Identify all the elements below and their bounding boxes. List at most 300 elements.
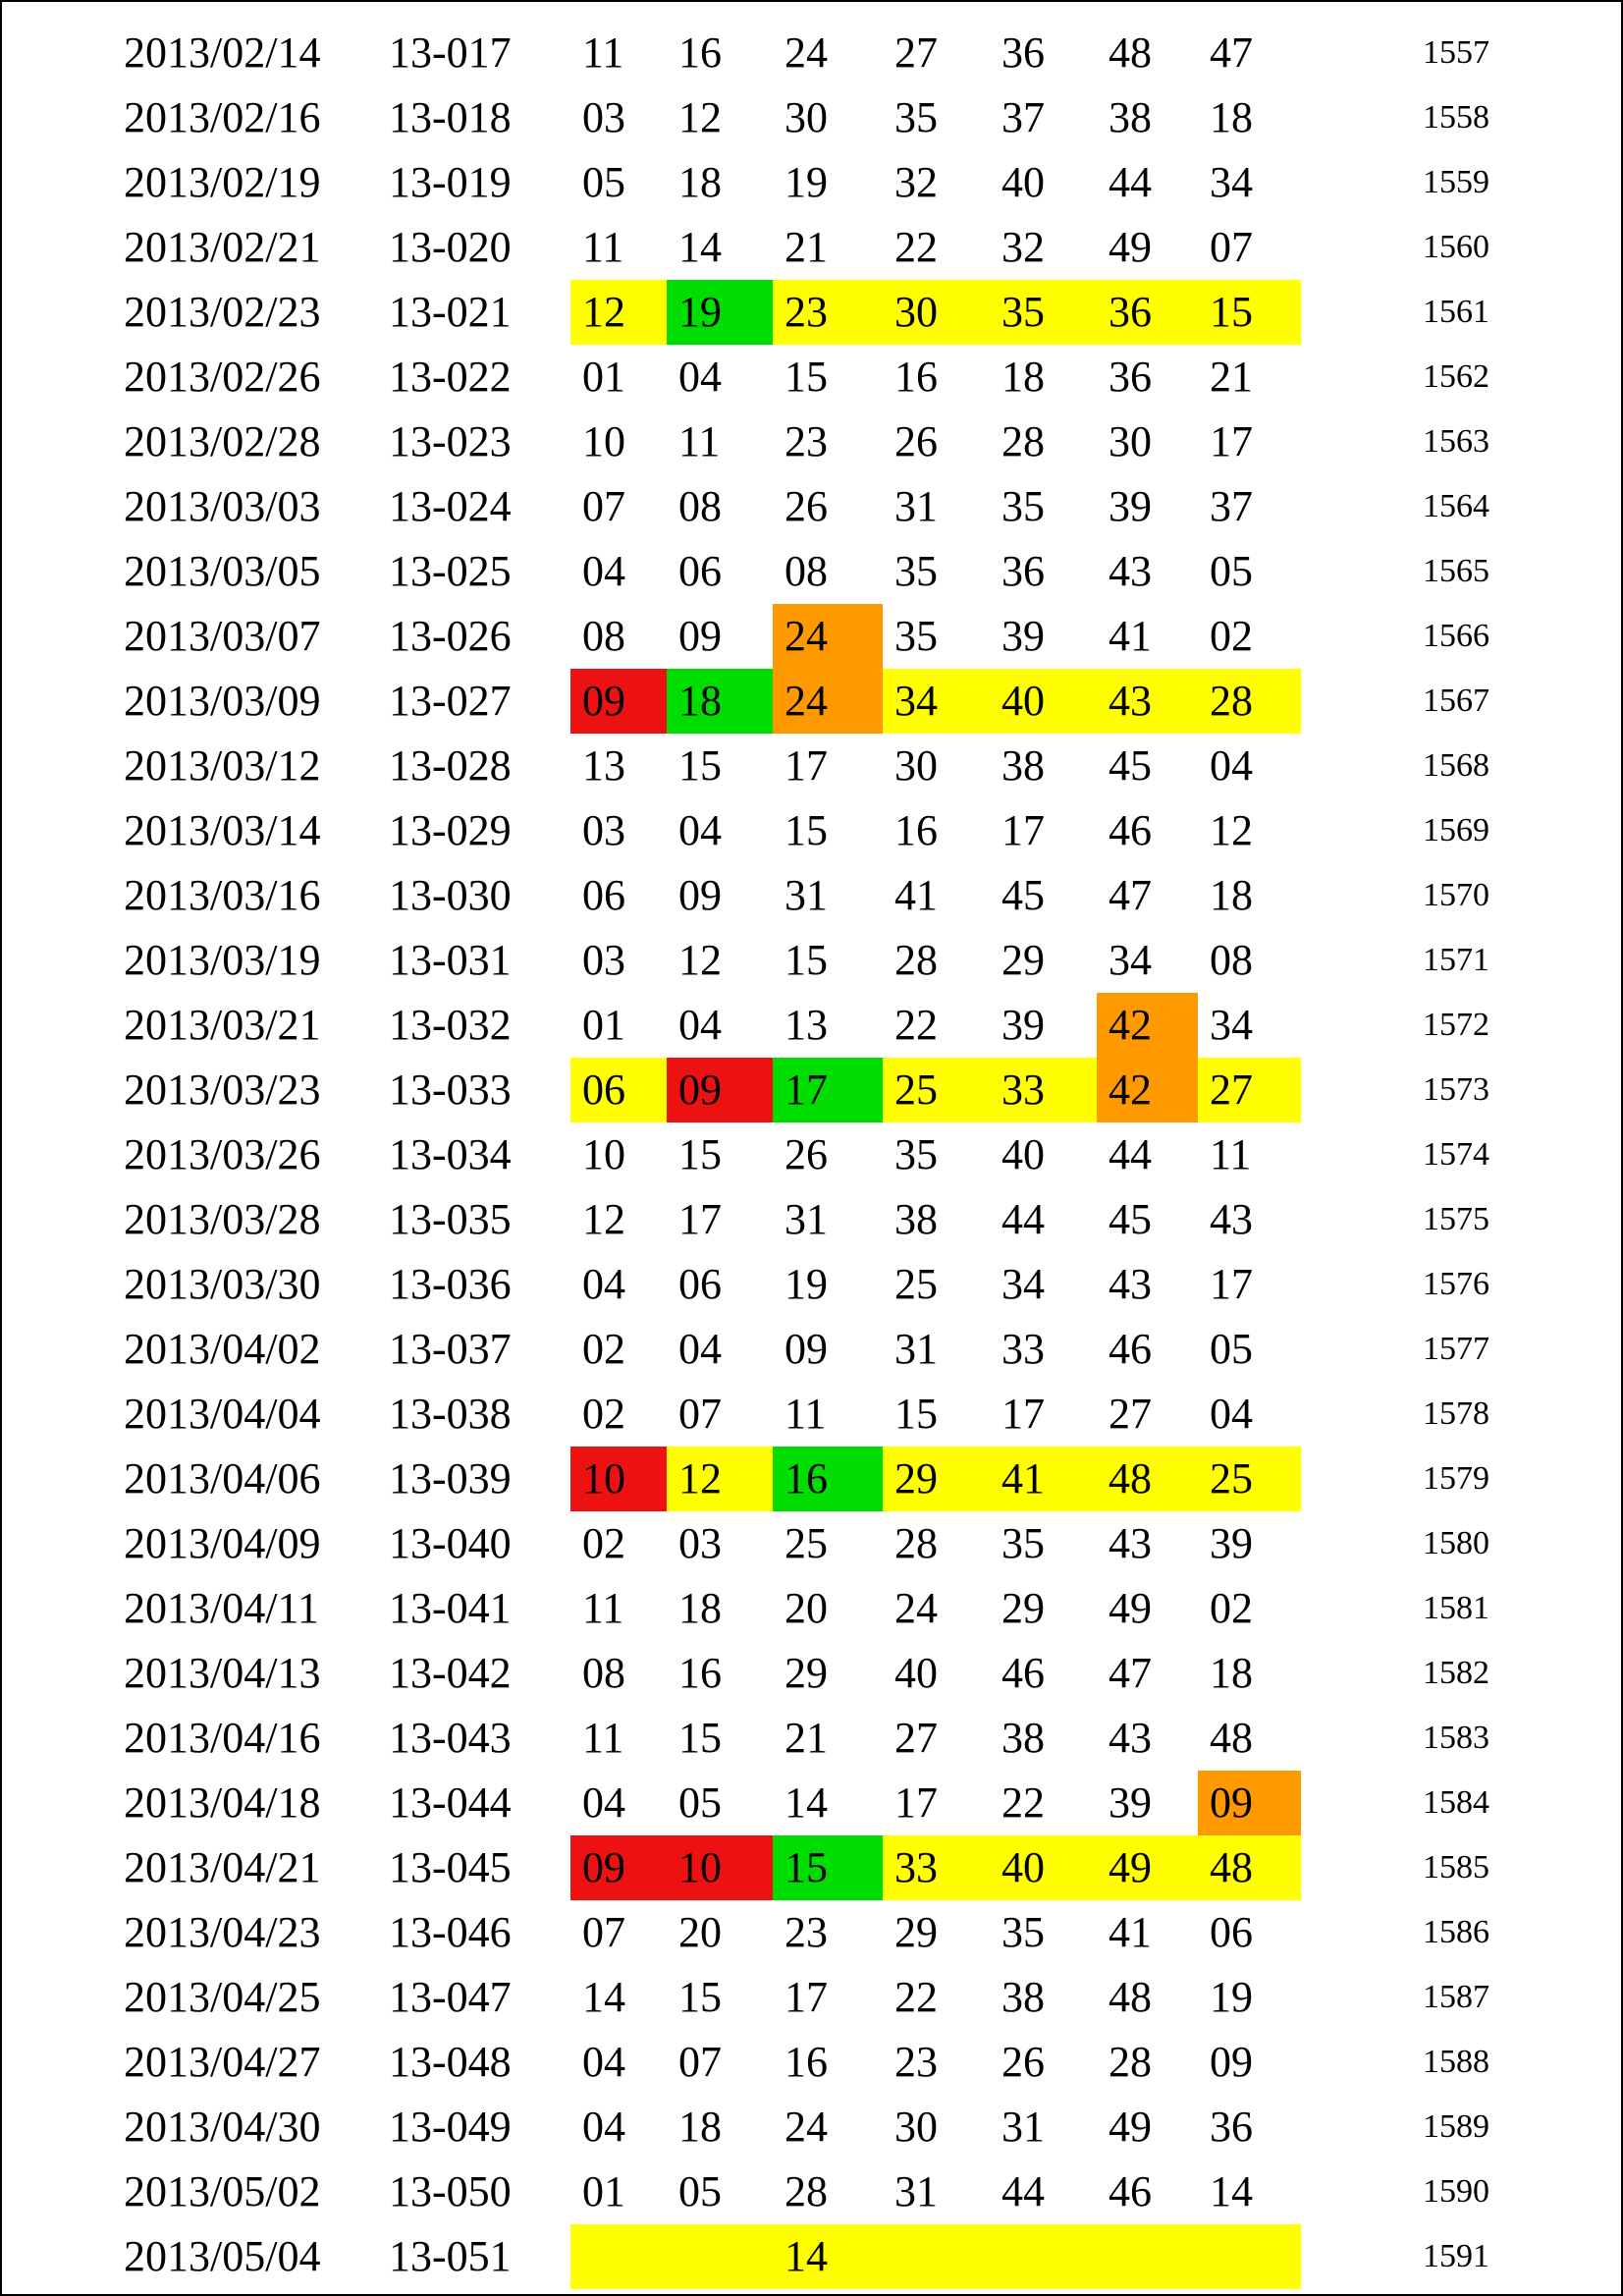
drawn-number: 36	[1097, 280, 1198, 345]
drawn-number: 02	[582, 1519, 625, 1567]
draw-index: 1562	[1423, 358, 1489, 395]
table-row	[2, 1511, 1621, 1576]
draw-code: 13-027	[389, 677, 512, 725]
drawn-number: 49	[1097, 1835, 1198, 1900]
drawn-number: 18	[678, 1584, 722, 1632]
drawn-number: 09	[570, 1835, 667, 1900]
table-row	[2, 1835, 1621, 1900]
table-row	[2, 928, 1621, 993]
drawn-number: 46	[1109, 806, 1152, 854]
drawn-number: 45	[1109, 741, 1152, 790]
draw-code: 13-036	[389, 1260, 512, 1308]
special-number: 06	[1210, 1908, 1253, 1956]
draw-code: 13-050	[389, 2167, 512, 2215]
drawn-number: 31	[894, 2167, 938, 2215]
drawn-number: 48	[1097, 1447, 1198, 1511]
table-row	[2, 669, 1621, 734]
special-number: 12	[1210, 806, 1253, 854]
drawn-number: 01	[582, 2167, 625, 2215]
drawn-number: 19	[667, 280, 773, 345]
drawn-number: 28	[784, 2167, 828, 2215]
drawn-number: 22	[1001, 1778, 1045, 1827]
drawn-number: 15	[784, 806, 828, 854]
table-row	[2, 798, 1621, 863]
drawn-number: 09	[678, 612, 722, 660]
drawn-number: 36	[1109, 353, 1152, 401]
draw-code: 13-040	[389, 1519, 512, 1567]
draw-index: 1570	[1423, 877, 1489, 913]
draw-date: 2013/03/09	[124, 677, 321, 725]
drawn-number: 49	[1109, 2103, 1152, 2151]
draw-date: 2013/04/27	[124, 2038, 321, 2086]
drawn-number: 12	[582, 1195, 625, 1243]
drawn-number: 28	[894, 1519, 938, 1567]
draw-code: 13-039	[389, 1454, 512, 1503]
drawn-number: 06	[570, 1058, 667, 1122]
draw-code: 13-020	[389, 223, 512, 271]
drawn-number: 10	[667, 1835, 773, 1900]
table-row	[2, 539, 1621, 604]
drawn-number: 33	[883, 1835, 990, 1900]
drawn-number: 37	[1001, 93, 1045, 141]
drawn-number: 43	[1097, 669, 1198, 734]
draw-code: 13-045	[389, 1843, 512, 1891]
drawn-number: 40	[990, 669, 1097, 734]
drawn-number: 26	[784, 1130, 828, 1178]
drawn-number: 21	[784, 223, 828, 271]
draw-index: 1568	[1423, 747, 1489, 784]
drawn-number: 22	[894, 1001, 938, 1049]
drawn-number: 47	[1109, 1649, 1152, 1697]
special-number: 07	[1210, 223, 1253, 271]
drawn-number: 15	[784, 936, 828, 984]
table-row	[2, 410, 1621, 474]
drawn-number: 05	[582, 158, 625, 206]
draw-date: 2013/04/06	[124, 1454, 321, 1503]
drawn-number: 28	[1001, 417, 1045, 465]
draw-date: 2013/02/16	[124, 93, 321, 141]
drawn-number: 40	[990, 1835, 1097, 1900]
drawn-number: 22	[894, 1973, 938, 2021]
table-row	[2, 1900, 1621, 1965]
drawn-number: 29	[894, 1908, 938, 1956]
draw-code: 13-049	[389, 2103, 512, 2151]
drawn-number: 44	[1109, 158, 1152, 206]
draw-date: 2013/02/26	[124, 353, 321, 401]
drawn-number: 01	[582, 1001, 625, 1049]
drawn-number: 17	[894, 1778, 938, 1827]
draw-index: 1578	[1423, 1395, 1489, 1432]
drawn-number: 40	[1001, 158, 1045, 206]
table-row	[2, 1252, 1621, 1317]
draw-index: 1589	[1423, 2108, 1489, 2145]
draw-date: 2013/02/21	[124, 223, 321, 271]
special-number: 28	[1198, 669, 1301, 734]
drawn-number: 27	[894, 1714, 938, 1762]
draw-date: 2013/03/28	[124, 1195, 321, 1243]
special-number: 47	[1210, 28, 1253, 77]
drawn-number: 15	[678, 1973, 722, 2021]
draw-index: 1565	[1423, 553, 1489, 589]
drawn-number: 17	[784, 1973, 828, 2021]
table-row	[2, 1317, 1621, 1382]
table-row	[2, 1447, 1621, 1511]
draw-date: 2013/03/30	[124, 1260, 321, 1308]
draw-date: 2013/03/07	[124, 612, 321, 660]
drawn-number: 30	[784, 93, 828, 141]
drawn-number: 04	[678, 1325, 722, 1373]
draw-index: 1586	[1423, 1914, 1489, 1950]
special-number: 17	[1210, 1260, 1253, 1308]
drawn-number: 03	[582, 936, 625, 984]
drawn-number: 27	[894, 28, 938, 77]
draw-index: 1574	[1423, 1136, 1489, 1173]
drawn-number: 23	[784, 417, 828, 465]
drawn-number: 16	[784, 2038, 828, 2086]
drawn-number: 19	[784, 1260, 828, 1308]
draw-date: 2013/04/02	[124, 1325, 321, 1373]
draw-date: 2013/03/16	[124, 871, 321, 919]
drawn-number: 35	[1001, 1519, 1045, 1567]
drawn-number: 43	[1109, 1519, 1152, 1567]
draw-code: 13-042	[389, 1649, 512, 1697]
draw-index: 1566	[1423, 618, 1489, 654]
draw-index: 1571	[1423, 942, 1489, 978]
special-number: 05	[1210, 1325, 1253, 1373]
drawn-number: 05	[678, 2167, 722, 2215]
table-row	[2, 2224, 1621, 2289]
drawn-number: 07	[678, 2038, 722, 2086]
table-row	[2, 734, 1621, 798]
draw-date: 2013/04/25	[124, 1973, 321, 2021]
draw-code: 13-031	[389, 936, 512, 984]
drawn-number: 39	[1001, 1001, 1045, 1049]
draw-date: 2013/03/03	[124, 482, 321, 530]
drawn-number: 41	[1109, 1908, 1152, 1956]
special-number: 08	[1210, 936, 1253, 984]
lottery-results-table	[2, 2, 1621, 2294]
drawn-number: 08	[678, 482, 722, 530]
draw-code: 13-022	[389, 353, 512, 401]
special-number: 27	[1198, 1058, 1301, 1122]
draw-index: 1576	[1423, 1266, 1489, 1302]
draw-index: 1572	[1423, 1007, 1489, 1043]
table-row	[2, 1187, 1621, 1252]
drawn-number: 24	[773, 604, 883, 669]
drawn-number: 17	[1001, 806, 1045, 854]
drawn-number: 27	[1109, 1390, 1152, 1438]
draw-code: 13-038	[389, 1390, 512, 1438]
draw-date: 2013/05/04	[124, 2232, 321, 2280]
drawn-number: 20	[784, 1584, 828, 1632]
special-number: 34	[1210, 1001, 1253, 1049]
drawn-number: 38	[1001, 1714, 1045, 1762]
table-row	[2, 280, 1621, 345]
draw-index: 1587	[1423, 1979, 1489, 2015]
drawn-number: 30	[894, 741, 938, 790]
drawn-number: 29	[1001, 936, 1045, 984]
drawn-number: 43	[1109, 1714, 1152, 1762]
table-row	[2, 1706, 1621, 1771]
drawn-number: 35	[990, 280, 1097, 345]
drawn-number: 31	[784, 1195, 828, 1243]
drawn-number: 38	[1001, 741, 1045, 790]
drawn-number: 19	[784, 158, 828, 206]
drawn-number: 06	[678, 547, 722, 595]
drawn-number: 15	[678, 1714, 722, 1762]
drawn-number: 31	[894, 482, 938, 530]
drawn-number: 14	[582, 1973, 625, 2021]
draw-index: 1557	[1423, 34, 1489, 71]
special-number: 18	[1210, 871, 1253, 919]
drawn-number: 44	[1001, 1195, 1045, 1243]
drawn-number: 04	[582, 1778, 625, 1827]
drawn-number: 35	[894, 93, 938, 141]
drawn-number: 40	[894, 1649, 938, 1697]
draw-index: 1569	[1423, 812, 1489, 848]
draw-index: 1581	[1423, 1590, 1489, 1626]
table-row	[2, 150, 1621, 215]
draw-code: 13-046	[389, 1908, 512, 1956]
drawn-number: 45	[1109, 1195, 1152, 1243]
drawn-number: 16	[773, 1447, 883, 1511]
table-row	[2, 1641, 1621, 1706]
drawn-number: 06	[582, 871, 625, 919]
draw-index: 1580	[1423, 1525, 1489, 1561]
draw-index: 1591	[1423, 2238, 1489, 2274]
drawn-number: 21	[784, 1714, 828, 1762]
draw-code: 13-018	[389, 93, 512, 141]
draw-date: 2013/03/21	[124, 1001, 321, 1049]
drawn-number: 07	[582, 482, 625, 530]
drawn-number: 08	[582, 1649, 625, 1697]
draw-code: 13-048	[389, 2038, 512, 2086]
drawn-number: 11	[678, 417, 721, 465]
drawn-number: 17	[1001, 1390, 1045, 1438]
drawn-number: 42	[1097, 1058, 1198, 1122]
draw-date: 2013/04/23	[124, 1908, 321, 1956]
drawn-number: 35	[1001, 482, 1045, 530]
drawn-number: 39	[1001, 612, 1045, 660]
drawn-number: 34	[1109, 936, 1152, 984]
draw-index: 1582	[1423, 1655, 1489, 1691]
drawn-number: 38	[1109, 93, 1152, 141]
drawn-number: 12	[678, 936, 722, 984]
drawn-number: 15	[773, 1835, 883, 1900]
drawn-number: 11	[582, 1714, 624, 1762]
draw-index: 1563	[1423, 423, 1489, 460]
draw-code: 13-032	[389, 1001, 512, 1049]
drawn-number: 31	[784, 871, 828, 919]
drawn-number: 04	[582, 2038, 625, 2086]
drawn-number: 04	[678, 806, 722, 854]
drawn-number: 04	[582, 2103, 625, 2151]
draw-code: 13-029	[389, 806, 512, 854]
drawn-number: 49	[1109, 223, 1152, 271]
draw-code: 13-028	[389, 741, 512, 790]
draw-date: 2013/04/04	[124, 1390, 321, 1438]
draw-date: 2013/03/12	[124, 741, 321, 790]
drawn-number: 14	[678, 223, 722, 271]
drawn-number: 13	[582, 741, 625, 790]
special-number: 09	[1210, 2038, 1253, 2086]
drawn-number: 20	[678, 1908, 722, 1956]
table-row	[2, 2095, 1621, 2159]
drawn-number: 09	[784, 1325, 828, 1373]
drawn-number	[570, 2224, 667, 2289]
drawn-number: 43	[1109, 1260, 1152, 1308]
draw-date: 2013/02/14	[124, 28, 321, 77]
drawn-number: 15	[678, 741, 722, 790]
drawn-number: 11	[784, 1390, 827, 1438]
drawn-number: 14	[784, 1778, 828, 1827]
drawn-number: 11	[582, 223, 624, 271]
drawn-number: 49	[1109, 1584, 1152, 1632]
table-row	[2, 215, 1621, 280]
drawn-number: 47	[1109, 871, 1152, 919]
special-number: 17	[1210, 417, 1253, 465]
table-row	[2, 993, 1621, 1058]
draw-code: 13-037	[389, 1325, 512, 1373]
draw-index: 1567	[1423, 683, 1489, 719]
draw-index: 1558	[1423, 99, 1489, 136]
drawn-number: 35	[1001, 1908, 1045, 1956]
drawn-number: 33	[990, 1058, 1097, 1122]
drawn-number: 10	[570, 1447, 667, 1511]
drawn-number: 32	[894, 158, 938, 206]
draw-code: 13-043	[389, 1714, 512, 1762]
draw-date: 2013/02/23	[124, 288, 321, 336]
drawn-number: 31	[1001, 2103, 1045, 2151]
table-row	[2, 1382, 1621, 1447]
drawn-number: 32	[1001, 223, 1045, 271]
draw-date: 2013/04/18	[124, 1778, 321, 1827]
drawn-number: 24	[784, 2103, 828, 2151]
table-row	[2, 1058, 1621, 1122]
drawn-number: 24	[894, 1584, 938, 1632]
table-row	[2, 1965, 1621, 2030]
drawn-number: 09	[667, 1058, 773, 1122]
drawn-number: 03	[678, 1519, 722, 1567]
drawn-number: 02	[582, 1390, 625, 1438]
draw-index: 1573	[1423, 1071, 1489, 1108]
drawn-number: 38	[1001, 1973, 1045, 2021]
special-number: 25	[1198, 1447, 1301, 1511]
drawn-number: 46	[1001, 1649, 1045, 1697]
table-row	[2, 604, 1621, 669]
drawn-number: 18	[678, 2103, 722, 2151]
drawn-number: 04	[678, 353, 722, 401]
special-number: 19	[1210, 1973, 1253, 2021]
drawn-number: 46	[1109, 2167, 1152, 2215]
drawn-number: 41	[990, 1447, 1097, 1511]
drawn-number: 16	[678, 28, 722, 77]
special-number: 14	[1210, 2167, 1253, 2215]
drawn-number: 08	[784, 547, 828, 595]
drawn-number: 06	[678, 1260, 722, 1308]
drawn-number: 29	[883, 1447, 990, 1511]
drawn-number: 12	[667, 1447, 773, 1511]
drawn-number: 14	[773, 2224, 883, 2289]
drawn-number: 22	[894, 223, 938, 271]
draw-code: 13-047	[389, 1973, 512, 2021]
drawn-number: 15	[894, 1390, 938, 1438]
table-row	[2, 1576, 1621, 1641]
drawn-number: 02	[582, 1325, 625, 1373]
drawn-number: 23	[773, 280, 883, 345]
special-number: 04	[1210, 1390, 1253, 1438]
drawn-number: 04	[678, 1001, 722, 1049]
draw-date: 2013/02/28	[124, 417, 321, 465]
draw-date: 2013/04/21	[124, 1843, 321, 1891]
drawn-number: 48	[1109, 28, 1152, 77]
drawn-number: 28	[1109, 2038, 1152, 2086]
drawn-number: 30	[1109, 417, 1152, 465]
special-number: 09	[1198, 1771, 1301, 1835]
draw-date: 2013/03/19	[124, 936, 321, 984]
draw-code: 13-041	[389, 1584, 512, 1632]
drawn-number: 09	[570, 669, 667, 734]
drawn-number: 10	[582, 417, 625, 465]
drawn-number: 39	[1109, 482, 1152, 530]
draw-code: 13-019	[389, 158, 512, 206]
draw-code: 13-030	[389, 871, 512, 919]
special-number	[1198, 2224, 1301, 2289]
drawn-number: 04	[582, 1260, 625, 1308]
drawn-number: 30	[883, 280, 990, 345]
drawn-number: 23	[784, 1908, 828, 1956]
draw-date: 2013/04/11	[124, 1584, 319, 1632]
drawn-number: 29	[784, 1649, 828, 1697]
drawn-number: 34	[1001, 1260, 1045, 1308]
draw-code: 13-025	[389, 547, 512, 595]
special-number: 34	[1210, 158, 1253, 206]
draw-date: 2013/04/30	[124, 2103, 321, 2151]
table-row	[2, 345, 1621, 410]
draw-code: 13-024	[389, 482, 512, 530]
drawn-number: 17	[773, 1058, 883, 1122]
drawn-number: 29	[1001, 1584, 1045, 1632]
draw-date: 2013/03/05	[124, 547, 321, 595]
special-number: 37	[1210, 482, 1253, 530]
draw-index: 1575	[1423, 1201, 1489, 1237]
drawn-number: 39	[1109, 1778, 1152, 1827]
drawn-number: 07	[678, 1390, 722, 1438]
table-row	[2, 85, 1621, 150]
draw-index: 1559	[1423, 164, 1489, 200]
special-number: 02	[1210, 612, 1253, 660]
draw-index: 1583	[1423, 1720, 1489, 1756]
special-number: 05	[1210, 547, 1253, 595]
special-number: 15	[1198, 280, 1301, 345]
drawn-number: 18	[1001, 353, 1045, 401]
drawn-number: 25	[784, 1519, 828, 1567]
drawn-number: 24	[784, 28, 828, 77]
drawn-number: 15	[678, 1130, 722, 1178]
draw-date: 2013/03/26	[124, 1130, 321, 1178]
draw-code: 13-033	[389, 1066, 512, 1114]
draw-index: 1588	[1423, 2044, 1489, 2080]
special-number: 18	[1210, 93, 1253, 141]
drawn-number: 12	[570, 280, 667, 345]
drawn-number: 28	[894, 936, 938, 984]
drawn-number: 36	[1001, 28, 1045, 77]
drawn-number: 35	[894, 1130, 938, 1178]
draw-date: 2013/03/14	[124, 806, 321, 854]
drawn-number: 43	[1109, 547, 1152, 595]
draw-code: 13-017	[389, 28, 512, 77]
draw-index: 1579	[1423, 1460, 1489, 1497]
